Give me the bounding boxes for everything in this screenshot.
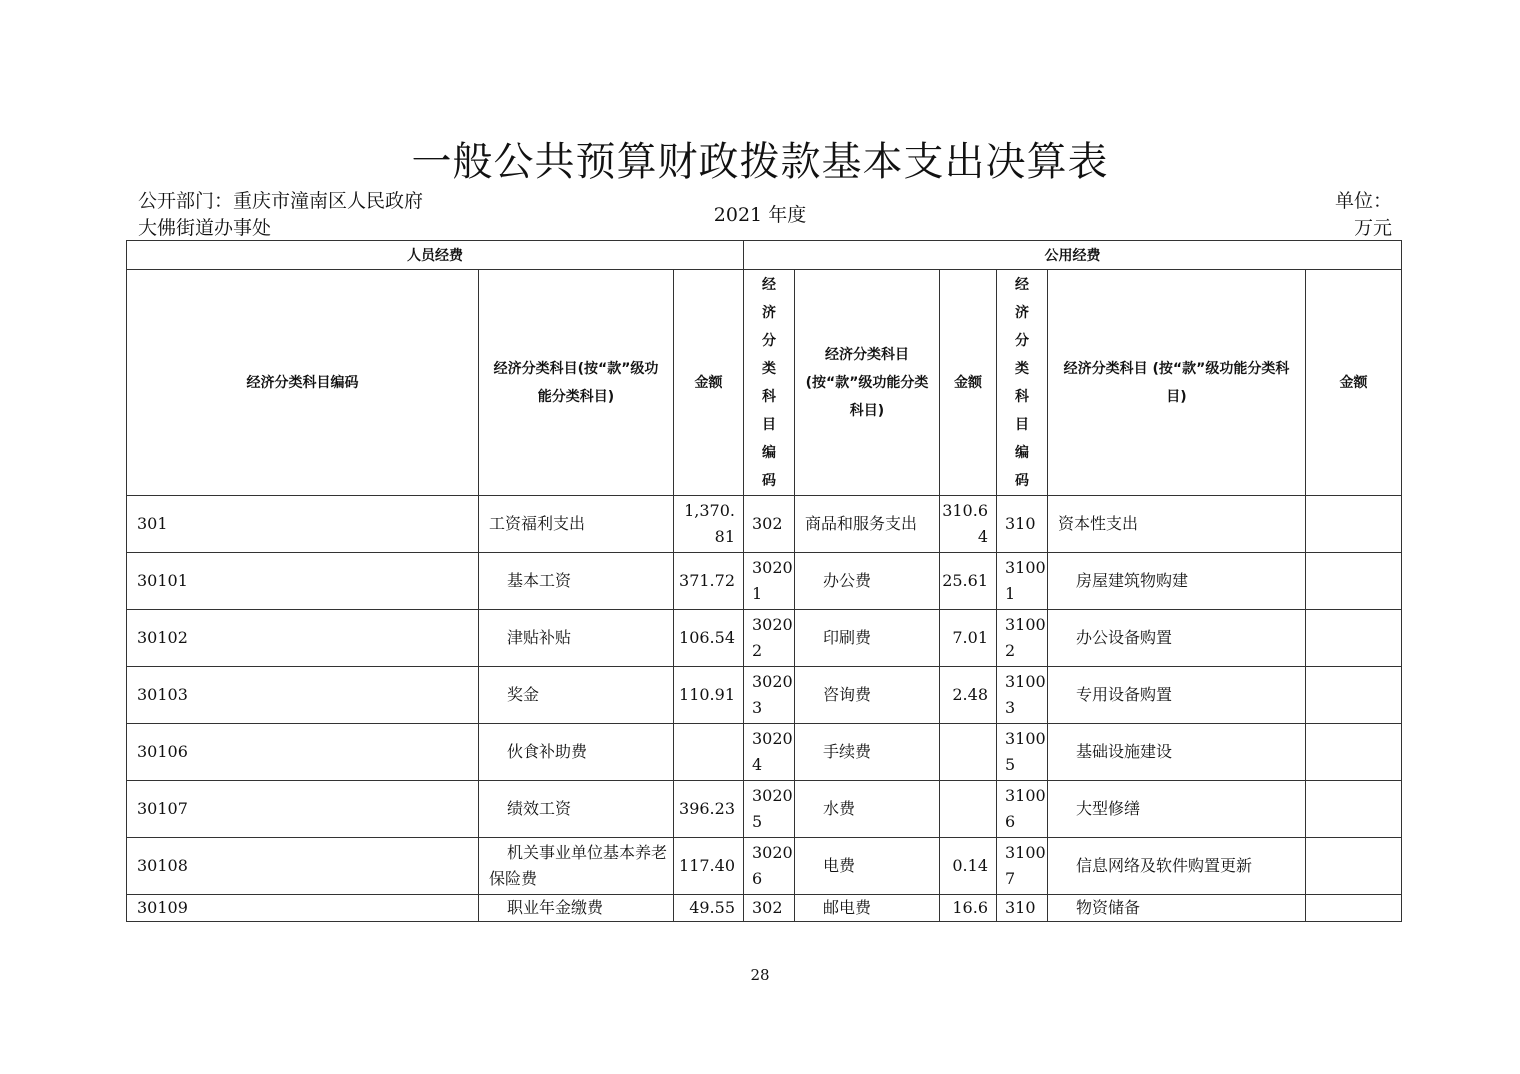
row-amount: [674, 724, 744, 781]
row-code-3: 31007: [997, 838, 1048, 895]
row-code-3: 31002: [997, 610, 1048, 667]
header-amount-2: 金额: [940, 270, 997, 496]
row-amount: 106.54: [674, 610, 744, 667]
row-amount-2: 25.61: [940, 553, 997, 610]
table-row: [127, 667, 1402, 724]
unit-label: 单位：: [1334, 190, 1392, 212]
table-row: [127, 781, 1402, 838]
row-amount: 371.72: [674, 553, 744, 610]
header-code-3: 经济分类科目编码: [1015, 276, 1029, 489]
row-amount-3: [1306, 667, 1402, 724]
row-name-3: 办公设备购置: [1048, 610, 1306, 667]
row-name-2: 办公费: [795, 553, 940, 610]
row-name: 机关事业单位基本养老保险费: [479, 838, 674, 895]
row-name-3: 专用设备购置: [1048, 667, 1306, 724]
row-name-3: 信息网络及软件购置更新: [1048, 838, 1306, 895]
row-amount: 1,370.81: [674, 496, 744, 553]
row-amount-2: 0.14: [940, 838, 997, 895]
row-amount-2: [940, 781, 997, 838]
row-code-2: 302: [744, 496, 795, 553]
row-name: 基本工资: [479, 553, 674, 610]
row-code-2: 30203: [744, 667, 795, 724]
row-amount-2: 310.64: [940, 496, 997, 553]
row-name-2: 邮电费: [795, 895, 940, 922]
row-name-3: 物资储备: [1048, 895, 1306, 922]
row-code: 30101: [127, 553, 479, 610]
header-code-2: 经济分类科目编码: [762, 276, 776, 489]
row-code: 30102: [127, 610, 479, 667]
row-amount-2: 7.01: [940, 610, 997, 667]
table-row: [127, 838, 1402, 895]
page-title: 一般公共预算财政拨款基本支出决算表: [411, 139, 1109, 185]
row-name: 工资福利支出: [479, 496, 674, 553]
row-code-3: 31003: [997, 667, 1048, 724]
row-name-2: 电费: [795, 838, 940, 895]
table-row: [127, 610, 1402, 667]
row-name-2: 印刷费: [795, 610, 940, 667]
department-line-1: 公开部门：重庆市潼南区人民政府: [138, 190, 424, 212]
row-name-2: 商品和服务支出: [795, 496, 940, 553]
row-amount-3: [1306, 496, 1402, 553]
row-code-3: 31005: [997, 724, 1048, 781]
department-line-2: 大佛街道办事处: [138, 217, 272, 239]
unit-value: 万元: [1353, 217, 1392, 239]
row-code: 301: [127, 496, 479, 553]
header-name-2: 经济分类科目(按“款”级功能分类科目): [795, 270, 940, 496]
row-name: 津贴补贴: [479, 610, 674, 667]
row-name-2: 咨询费: [795, 667, 940, 724]
row-amount: 396.23: [674, 781, 744, 838]
row-name-3: 基础设施建设: [1048, 724, 1306, 781]
row-code-2: 30204: [744, 724, 795, 781]
row-name-2: 水费: [795, 781, 940, 838]
row-amount-3: [1306, 610, 1402, 667]
row-code-2: 30202: [744, 610, 795, 667]
row-name: 职业年金缴费: [479, 895, 674, 922]
table-row: [127, 553, 1402, 610]
header-code: 经济分类科目编码: [127, 270, 479, 496]
row-code-3: 310: [997, 496, 1048, 553]
group-personnel-header: 人员经费: [127, 241, 744, 270]
row-name-3: 资本性支出: [1048, 496, 1306, 553]
group-public-header: 公用经费: [744, 241, 1402, 270]
header-amount: 金额: [674, 270, 744, 496]
row-code: 30107: [127, 781, 479, 838]
row-name-3: 房屋建筑物购建: [1048, 553, 1306, 610]
unit-info: [1335, 188, 1392, 242]
row-code-2: 302: [744, 895, 795, 922]
row-name: 奖金: [479, 667, 674, 724]
row-amount-2: 16.6: [940, 895, 997, 922]
row-code: 30106: [127, 724, 479, 781]
row-amount-2: [940, 724, 997, 781]
row-amount-3: [1306, 724, 1402, 781]
table-row: [127, 895, 1402, 922]
row-code-3: 310: [997, 895, 1048, 922]
row-code-2: 30201: [744, 553, 795, 610]
row-code: 30109: [127, 895, 479, 922]
row-amount-3: [1306, 895, 1402, 922]
page-number: 28: [750, 966, 770, 984]
row-code-3: 31001: [997, 553, 1048, 610]
row-code-2: 30206: [744, 838, 795, 895]
fiscal-year: 2021 年度: [713, 204, 807, 226]
header-name-3: 经济分类科目 (按“款”级功能分类科目): [1048, 270, 1306, 496]
row-name: 伙食补助费: [479, 724, 674, 781]
row-amount-3: [1306, 781, 1402, 838]
table-row: [127, 724, 1402, 781]
row-code: 30108: [127, 838, 479, 895]
row-amount-3: [1306, 553, 1402, 610]
table-row: [127, 496, 1402, 553]
row-name-3: 大型修缮: [1048, 781, 1306, 838]
header-name: 经济分类科目(按“款”级功能分类科目): [479, 270, 674, 496]
row-code-2: 30205: [744, 781, 795, 838]
row-name: 绩效工资: [479, 781, 674, 838]
row-amount: 117.40: [674, 838, 744, 895]
row-amount-2: 2.48: [940, 667, 997, 724]
expenditure-table: [126, 240, 1402, 922]
row-code: 30103: [127, 667, 479, 724]
row-amount-3: [1306, 838, 1402, 895]
row-amount: 110.91: [674, 667, 744, 724]
row-name-2: 手续费: [795, 724, 940, 781]
row-code-3: 31006: [997, 781, 1048, 838]
header-amount-3: 金额: [1306, 270, 1402, 496]
row-amount: 49.55: [674, 895, 744, 922]
